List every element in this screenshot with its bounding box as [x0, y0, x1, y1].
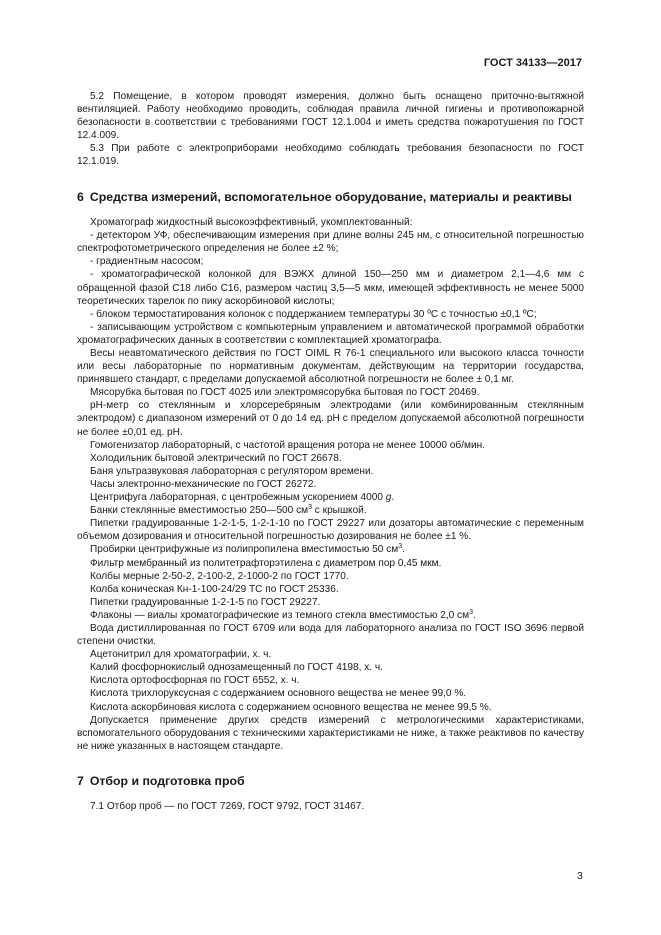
phosphoric-acid-paragraph: Кислота ортофосфорная по ГОСТ 6552, х. ч. — [90, 675, 300, 687]
section-7-number: 7 — [77, 773, 84, 788]
vials-paragraph — [77, 609, 584, 622]
section-6-number: 6 — [77, 189, 84, 204]
chromatograph-item-3: - хроматографической колонкой для ВЭЖХ длиной 150—250 мм и диаметром 2,1—4,6 мм с обращенной фазой С18 либо С16, размером частиц 3,5—5 мкм, имеющей эффективность не менее 5000 теоретических тарелок по пику аскорбиновой кислоты; — [77, 269, 584, 307]
clock-paragraph: Часы электронно-механические по ГОСТ 26272. — [90, 478, 317, 490]
ph-meter-paragraph: рН-метр со стеклянным и хлорсеребряным электродами (или комбинированным стеклянным электродом) с диапазоном измерений от 0 до 14 ед. рН с пределом допускаемой абсолютной погрешности не более ±0,01 ед. рН. — [77, 400, 584, 438]
scales-paragraph: Весы неавтоматического действия по ГОСТ OIML R 76-1 специального или высокого класса точности или весы лабораторные по нормативным документам, действующим на территории государства, принявшего стандарт, с пределами допускаемой абсолютной погрешности не более ± 0,1 мг. — [77, 348, 584, 386]
page-number: 3 — [577, 870, 583, 882]
paragraph-7-1: 7.1 Отбор проб — по ГОСТ 7269, ГОСТ 9792, ГОСТ 31467. — [90, 801, 365, 813]
centrifuge-end: . — [391, 492, 395, 504]
homogenizer-paragraph: Гомогенизатор лабораторный, с частотой вращения ротора не менее 10000 об/мин. — [90, 439, 485, 451]
section-7-heading — [77, 774, 584, 790]
document-id-header: ГОСТ 34133—2017 — [483, 57, 582, 69]
jars-sup: 3 — [308, 504, 312, 512]
document-body — [77, 90, 584, 814]
tubes-sup: 3 — [398, 543, 403, 551]
ultrasonic-bath-paragraph: Баня ультразвуковая лабораторная с регулятором времени. — [90, 465, 374, 477]
chromatograph-item-4: - блоком термостатирования колонок с поддержанием температуры 30 ºС с точностью ±0,1 ºС; — [90, 308, 537, 320]
refrigerator-paragraph: Холодильник бытовой электрический по ГОСТ 26678. — [90, 452, 342, 464]
acetonitrile-paragraph: Ацетонитрил для хроматографии, х. ч. — [90, 649, 272, 661]
pipettes-auto-paragraph: Пипетки градуированные 1-2-1-5, 1-2-1-10 по ГОСТ 29227 или дозаторы автоматические с переменным объемом дозирования и относительной погрешностью дозирования не более ±1 %. — [77, 518, 584, 543]
meat-grinder-paragraph: Мясорубка бытовая по ГОСТ 4025 или электромясорубка бытовая по ГОСТ 20469. — [90, 387, 480, 399]
vials-sup: 3 — [469, 608, 473, 616]
centrifuge-text: Центрифуга лабораторная, с центробежным ускорением 4000 — [90, 492, 386, 504]
centrifuge-unit: g — [385, 492, 392, 504]
section-6-title: Средства измерений, вспомогательное оборудование, материалы и реактивы — [89, 189, 572, 204]
membrane-filter-paragraph: Фильтр мембранный из политетрафторэтилена с диаметром пор 0,45 мкм. — [90, 557, 442, 569]
chromatograph-item-2: - градиентным насосом; — [90, 256, 204, 268]
chromatograph-item-1: - детектором УФ, обеспечивающим измерения при длине волны 245 нм, с относительной погрешностью спектрофотометрического определения не более ±2 %; — [77, 230, 584, 255]
ascorbic-acid-paragraph: Кислота аскорбиновая кислота с содержанием основного вещества не менее 99,5 %. — [90, 701, 492, 713]
vials-text: Флаконы — виалы хроматографические из темного стекла вместимостью 2,0 см — [90, 609, 470, 621]
potassium-phosphate-paragraph: Калий фосфорнокислый однозамещенный по ГОСТ 4198, х. ч. — [90, 662, 383, 674]
tca-paragraph: Кислота трихлоруксусная с содержанием основного вещества не менее 99,0 %. — [90, 688, 467, 700]
jars-end: с крышкой. — [312, 505, 367, 517]
paragraph-5-3: 5.3 При работе с электроприборами необходимо соблюдать требования безопасности по ГОСТ 12.1.019. — [77, 143, 584, 168]
pipettes-graduated-paragraph: Пипетки градуированные 1-2-1-5 по ГОСТ 29227. — [90, 596, 321, 608]
paragraph-5-2: 5.2 Помещение, в котором проводят измерения, должно быть оснащено приточно-вытяжной вентиляцией. Работу необходимо проводить, соблюдая правила личной гигиены и противопожарной безопасности в соответствии с требованиями ГОСТ 12.1.004 и иметь средства пожаротушения по ГОСТ 12.4.009. — [77, 91, 584, 142]
chromatograph-intro: Хроматограф жидкостный высокоэффективный, укомплектованный: — [90, 217, 413, 229]
allowance-paragraph: Допускается применение других средств измерений с метрологическими характеристиками, вспомогательного оборудования с техническими характеристиками не ниже, а также реактивов по качеству не ниже указанных в настоящем стандарте. — [77, 714, 584, 752]
section-6-heading — [77, 190, 584, 206]
water-paragraph: Вода дистиллированная по ГОСТ 6709 или вода для лабораторного анализа по ГОСТ ISO 3696 первой степени очистки. — [77, 622, 584, 648]
tubes-text: Пробирки центрифужные из полипропилена вместимостью 50 см — [90, 544, 399, 556]
tubes-paragraph — [77, 543, 584, 556]
section-7-title: Отбор и подготовка проб — [89, 773, 245, 788]
volumetric-flasks-paragraph: Колбы мерные 2-50-2, 2-100-2, 2-1000-2 по ГОСТ 1770. — [90, 570, 349, 582]
conical-flask-paragraph: Колба коническая Кн-1-100-24/29 ТС по ГОСТ 25336. — [90, 583, 339, 595]
vials-end: . — [472, 609, 476, 621]
chromatograph-item-5: - записывающим устройством с компьютерным управлением и автоматической программой обработки хроматографических данных в соответствии с комплектацией хроматографа. — [77, 321, 584, 346]
jars-paragraph — [77, 504, 584, 517]
tubes-end: . — [402, 544, 405, 556]
jars-text: Банки стеклянные вместимостью 250—500 см — [90, 505, 309, 517]
centrifuge-paragraph — [77, 491, 584, 504]
